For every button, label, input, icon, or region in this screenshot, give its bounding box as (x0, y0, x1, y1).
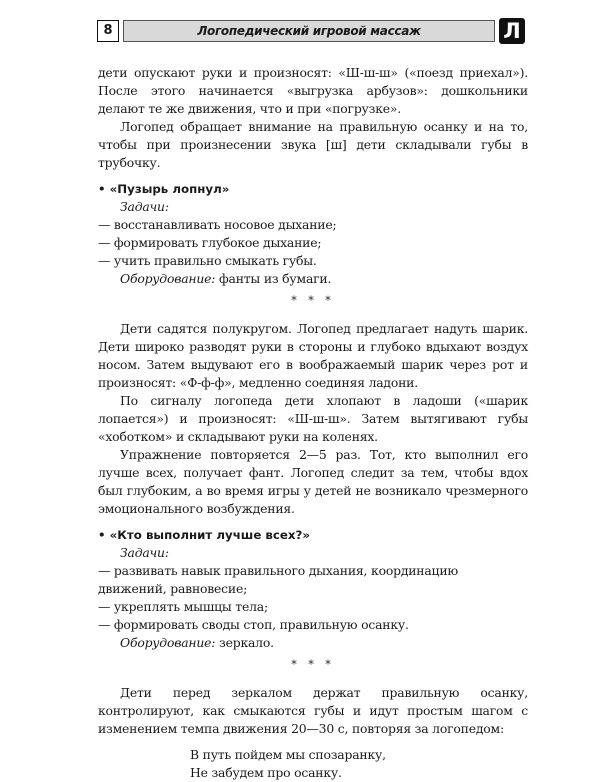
game-title: «Пузырь лопнул» (109, 182, 230, 196)
equipment-line (98, 634, 528, 652)
equipment-line (98, 270, 528, 288)
equipment-label: Оборудование: (120, 271, 216, 286)
poem-line: В путь пойдем мы спозаранку, (190, 747, 386, 762)
game-heading (98, 526, 528, 544)
poem-line: Не забудем про осанку. (190, 765, 342, 780)
paragraph: Дети садятся полукругом. Логопед предлагает надуть шарик. Дети широко разводят руки в стороны и глубоко вдыхают воздух носом. Затем выдувают его в воображаемый шарик через рот и произносят: «Ф-ф-ф», медленно соединяя ладони. (98, 321, 528, 390)
section-divider: * * * (291, 294, 335, 307)
page-number: 8 (97, 20, 119, 42)
game-heading (98, 180, 528, 198)
task-item: — укреплять мышцы тела; (98, 599, 268, 614)
page-body (98, 64, 528, 782)
paragraph: дети опускают руки и произносят: «Ш-ш-ш» («поезд приехал»). После этого начинается «выгрузка арбузов»: дошкольники делают те же движения, что и при «погрузке». (98, 65, 528, 116)
task-item: — учить правильно смыкать губы. (98, 253, 317, 268)
task-item: — формировать глубокое дыхание; (98, 235, 322, 250)
publisher-logo: Л (499, 18, 525, 44)
game-title: «Кто выполнит лучше всех?» (109, 528, 310, 542)
paragraph: Упражнение повторяется 2—5 раз. Тот, кто выполнил его лучше всех, получает фант. Логопед следит за тем, чтобы вдох был глубоким, а во время игры у детей не возникало чрезмерного эмоционального возбуждения. (98, 447, 528, 516)
task-item: — восстанавливать носовое дыхание; (98, 217, 337, 232)
paragraph: Дети перед зеркалом держат правильную осанку, контролируют, как смыкаются губы и идут простым шагом с изменением темпа движения 20—30 с, повторяя за логопедом: (98, 685, 528, 736)
tasks-label: Задачи: (120, 545, 169, 560)
equipment-value: фанты из бумаги. (219, 271, 332, 286)
tasks-label: Задачи: (120, 199, 169, 214)
bullet-icon: • (98, 528, 106, 542)
page-header (97, 20, 525, 44)
paragraph: По сигналу логопеда дети хлопают в ладоши («шарик лопается») и произносят: «Ш-ш-ш». Затем вытягивают губы «хоботком» и складывают руки на коленях. (98, 393, 528, 444)
section-divider: * * * (291, 658, 335, 671)
bullet-icon: • (98, 182, 106, 196)
running-title: Логопедический игровой массаж (123, 20, 495, 42)
equipment-value: зеркало. (219, 635, 274, 650)
paragraph: Логопед обращает внимание на правильную осанку и на то, чтобы при произнесении звука [ш] дети складывали губы в трубочку. (98, 119, 528, 170)
task-item: — развивать навык правильного дыхания, координацию движений, равновесие; (98, 563, 458, 596)
equipment-label: Оборудование: (120, 635, 216, 650)
task-item: — формировать своды стоп, правильную осанку. (98, 617, 409, 632)
